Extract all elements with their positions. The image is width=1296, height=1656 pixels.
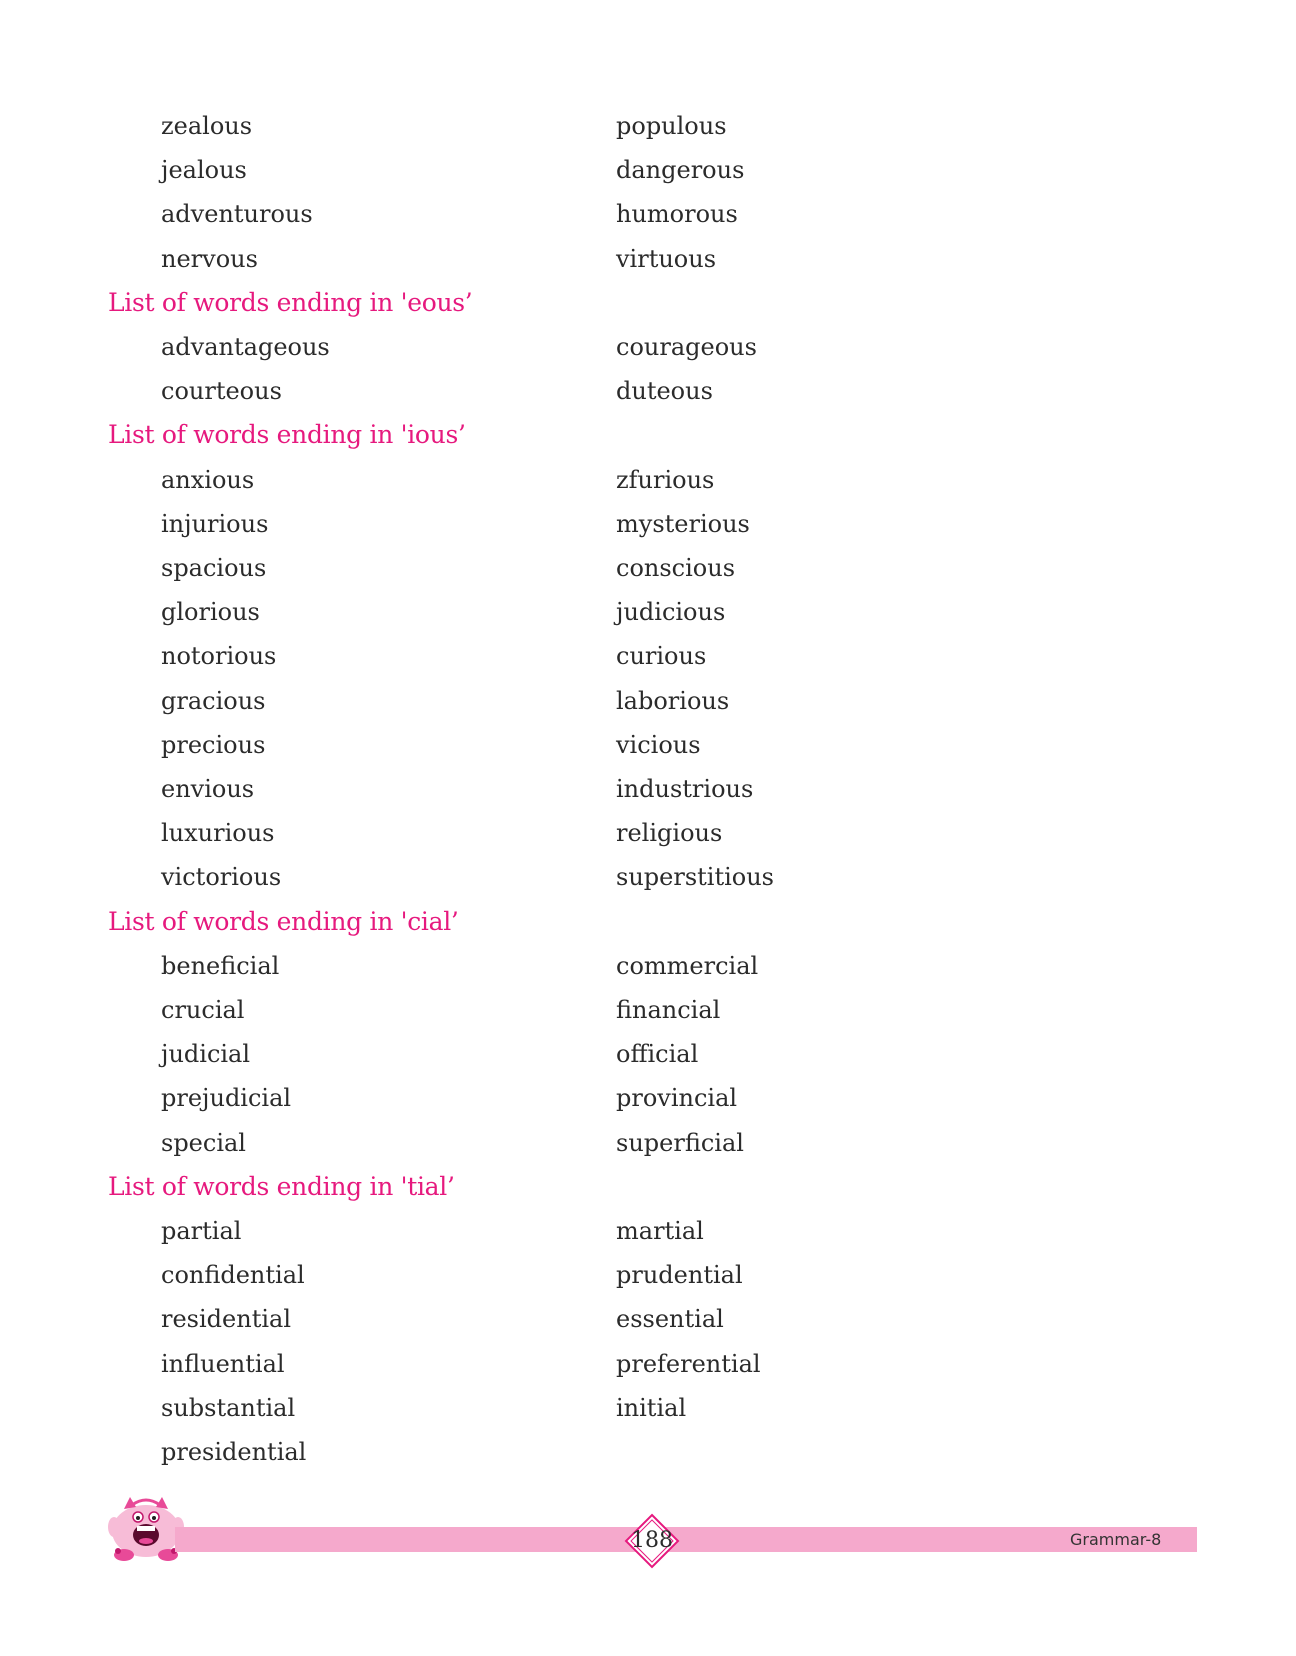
word-left-column: zealous [161,112,253,140]
word-right-column: judicious [616,598,726,627]
word-right-column: superficial [616,1128,744,1157]
word-row [0,855,1296,899]
word-row [0,811,1296,855]
word-left-column: substantial [161,1393,296,1422]
page-number: 188 [631,1528,673,1553]
section-heading: List of words ending in 'tial’ [108,1171,455,1201]
word-left-column: precious [161,730,266,759]
word-row [0,1386,1296,1430]
word-row [0,1342,1296,1386]
word-right-column: prudential [616,1261,743,1290]
word-right-column: essential [616,1305,724,1334]
word-right-column: commercial [616,951,759,980]
word-left-column: confidential [161,1261,305,1290]
word-right-column: duteous [616,377,713,406]
word-left-column: courteous [161,377,282,406]
word-left-column: envious [161,775,255,803]
word-left-column: prejudicial [161,1084,292,1113]
word-row [0,1076,1296,1120]
word-row [0,1430,1296,1474]
word-left-column: notorious [161,642,277,671]
word-left-column: nervous [161,244,258,273]
word-left-column: luxurious [161,819,275,848]
word-right-column: zfurious [616,465,715,494]
word-right-column: financial [616,996,721,1024]
word-right-column: vicious [616,730,701,759]
book-label: Grammar-8 [1070,1530,1162,1549]
word-row [0,502,1296,546]
word-row [0,679,1296,723]
word-right-column: curious [616,642,707,671]
word-row [0,192,1296,236]
word-row [0,634,1296,678]
word-left-column: spacious [161,554,267,582]
word-row [0,1297,1296,1341]
word-right-column: dangerous [616,156,745,185]
word-left-column: anxious [161,465,255,494]
word-left-column: crucial [161,996,245,1024]
word-right-column: martial [616,1217,704,1245]
word-row [0,767,1296,811]
section-heading: List of words ending in 'eous’ [108,287,473,317]
word-row [0,1032,1296,1076]
word-row [0,1253,1296,1297]
footer-band [175,1527,1197,1552]
word-left-column: influential [161,1349,285,1378]
word-right-column: virtuous [616,244,717,273]
section-heading: List of words ending in 'ious’ [108,420,466,450]
word-left-column: injurious [161,509,269,538]
word-right-column: laborious [616,686,730,715]
word-left-column: advantageous [161,333,330,361]
word-row [0,723,1296,767]
word-left-column: residential [161,1305,291,1334]
word-row [0,590,1296,634]
word-left-column: judicial [161,1040,251,1069]
word-row [0,458,1296,502]
word-right-column: preferential [616,1349,761,1378]
word-left-column: adventurous [161,200,313,229]
word-left-column: victorious [161,863,282,892]
word-left-column: special [161,1128,246,1157]
word-right-column: mysterious [616,509,750,538]
word-right-column: provincial [616,1084,738,1113]
word-row [0,237,1296,281]
word-right-column: religious [616,819,723,848]
word-row [0,1209,1296,1253]
word-row [0,944,1296,988]
word-left-column: glorious [161,598,260,627]
word-row [0,104,1296,148]
section-heading: List of words ending in 'cial’ [108,906,459,936]
word-row [0,369,1296,413]
word-right-column: courageous [616,333,757,361]
word-left-column: jealous [161,156,247,185]
word-right-column: superstitious [616,863,774,892]
word-right-column: conscious [616,554,736,582]
word-right-column: humorous [616,200,738,229]
word-right-column: official [616,1040,699,1069]
word-row [0,546,1296,590]
word-row [0,1121,1296,1165]
word-left-column: beneficial [161,951,280,980]
word-right-column: industrious [616,775,754,803]
word-left-column: presidential [161,1438,307,1466]
word-right-column: initial [616,1393,687,1422]
word-left-column: partial [161,1217,242,1245]
word-row [0,148,1296,192]
word-left-column: gracious [161,686,266,715]
word-right-column: populous [616,112,727,140]
word-row [0,325,1296,369]
word-row [0,988,1296,1032]
